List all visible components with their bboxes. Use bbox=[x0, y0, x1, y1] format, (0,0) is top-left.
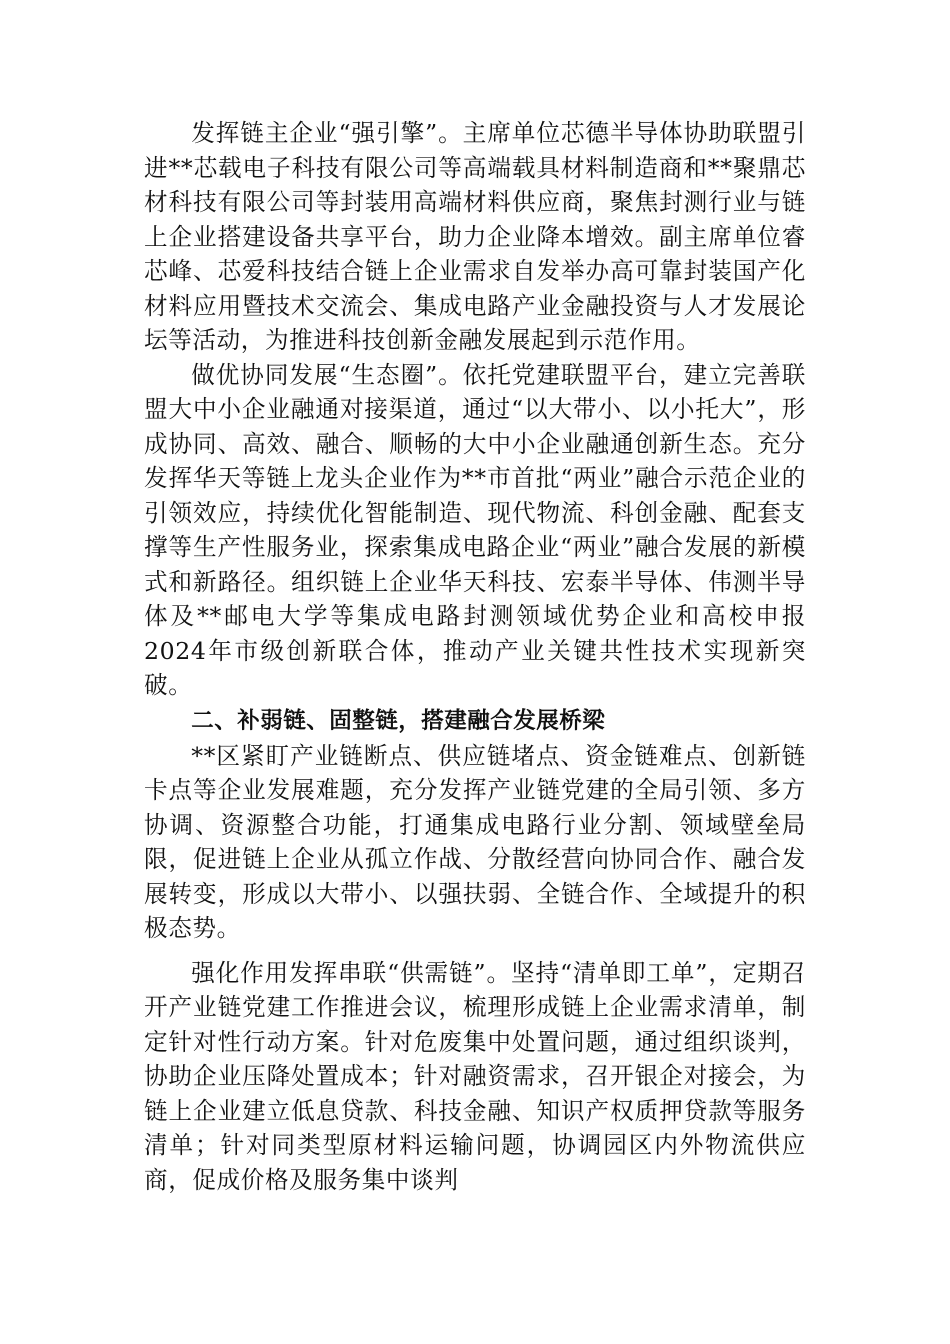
section-heading: 二、补弱链、固整链，搭建融合发展桥梁 bbox=[191, 707, 606, 734]
document-page bbox=[144, 116, 806, 1197]
paragraph-ecosystem: 做优协同发展“生态圈”。依托党建联盟平台，建立完善联盟大中小企业融通对接渠道，通过“以大带小、以小托大”，形成协同、高效、融合、顺畅的大中小企业融通创新生态。充分发挥华天等链上龙头企业作为**市首批“两业”融合示范企业的引领效应，持续优化智能制造、现代物流、科创金融、配套支撑等生产性服务业，探索集成电路企业“两业”融合发展的新模式和新路径。组织链上企业华天科技、宏泰半导体、伟测半导体及**邮电大学等集成电路封测领域优势企业和高校申报2024年市级创新联合体，推动产业关键共性技术实现新突破。 bbox=[144, 360, 806, 699]
paragraph-section-intro: **区紧盯产业链断点、供应链堵点、资金链难点、创新链卡点等企业发展难题，充分发挥产业链党建的全局引领、多方协调、资源整合功能，打通集成电路行业分割、领域壁垒局限，促进链上企业从孤立作战、分散经营向协同合作、融合发展转变，形成以大带小、以强扶弱、全链合作、全域提升的积极态势。 bbox=[144, 741, 806, 942]
paragraph-chain-leader: 发挥链主企业“强引擎”。主席单位芯德半导体协助联盟引进**芯载电子科技有限公司等高端载具材料制造商和**聚鼎芯材科技有限公司等封装用高端材料供应商，聚焦封测行业与链上企业搭建设备共享平台，助力企业降本增效。副主席单位睿芯峰、芯爱科技结合链上企业需求自发举办高可靠封装国产化材料应用暨技术交流会、集成电路产业金融投资与人才发展论坛等活动，为推进科技创新金融发展起到示范作用。 bbox=[144, 119, 806, 354]
paragraph-supply-demand: 强化作用发挥串联“供需链”。坚持“清单即工单”，定期召开产业链党建工作推进会议，梳理形成链上企业需求清单，制定针对性行动方案。针对危废集中处置问题，通过组织谈判，协助企业压降处置成本；针对融资需求，召开银企对接会，为链上企业建立低息贷款、科技金融、知识产权质押贷款等服务清单；针对同类型原材料运输问题，协调园区内外物流供应商，促成价格及服务集中谈判 bbox=[144, 958, 806, 1194]
